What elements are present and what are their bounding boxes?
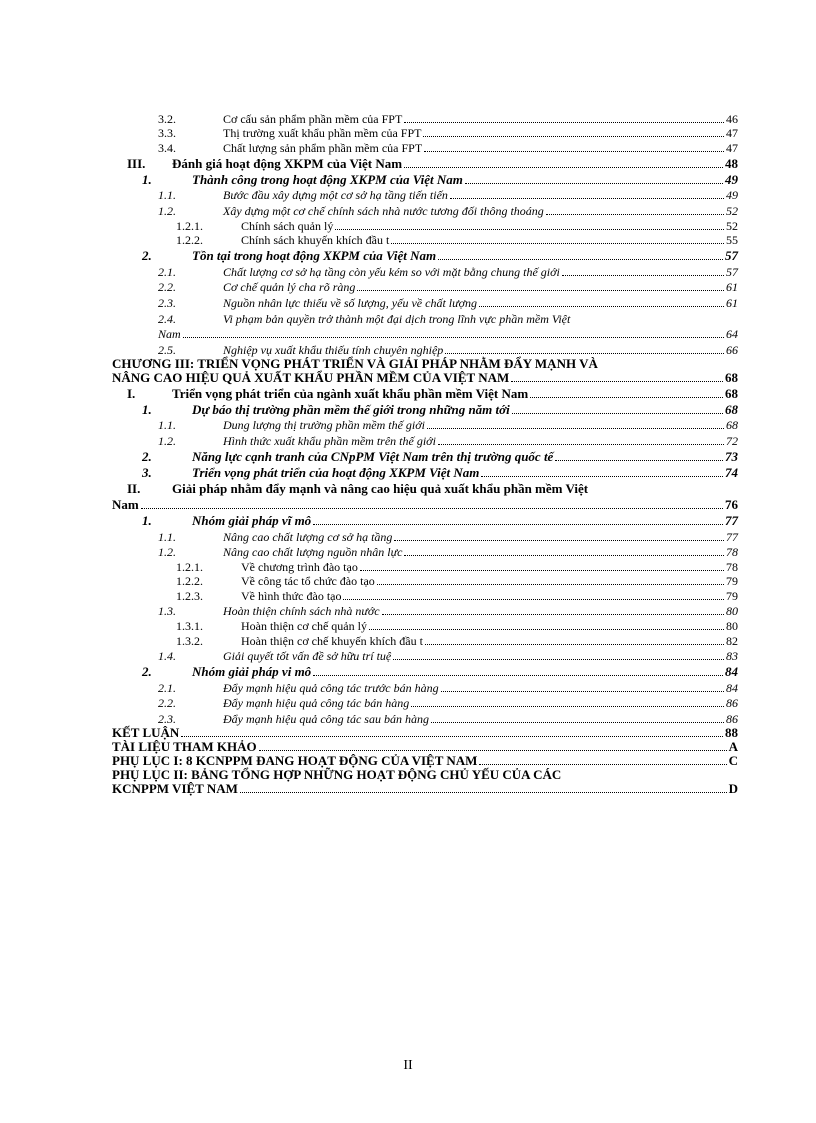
toc-entry-number: 1.1. (158, 188, 176, 203)
toc-entry-page: 52 (726, 203, 738, 218)
toc-entry-page: 66 (726, 342, 738, 357)
toc-entry-continuation[interactable] (112, 369, 738, 386)
toc-entry[interactable] (112, 529, 738, 545)
toc-leader-dots (427, 428, 724, 429)
toc-entry-page: 80 (726, 619, 738, 634)
toc-entry-number: 2.1. (158, 680, 176, 695)
toc-entry[interactable] (112, 248, 738, 264)
toc-entry[interactable] (112, 664, 738, 680)
toc-entry-number: 1.2.3. (176, 588, 203, 603)
toc-entry-title: Nâng cao chất lượng nguồn nhân lực (223, 545, 403, 560)
toc-entry-number: 1.2.1. (176, 218, 203, 233)
toc-entry[interactable] (112, 295, 738, 311)
toc-leader-dots (259, 750, 727, 751)
toc-entry[interactable] (112, 545, 738, 561)
toc-entry-title: KẾT LUẬN (112, 725, 180, 741)
toc-leader-dots (431, 722, 724, 723)
toc-leader-dots (424, 151, 724, 152)
toc-entry-number: 1.4. (158, 649, 176, 664)
toc-entry-page: 72 (726, 433, 738, 448)
toc-entry[interactable] (112, 680, 738, 696)
toc-entry-page: 47 (726, 140, 738, 155)
toc-entry-title: Chính sách khuyến khích đầu t (241, 233, 390, 248)
toc-leader-dots (546, 214, 724, 215)
toc-entry[interactable] (112, 112, 738, 127)
toc-entry-title: Đẩy mạnh hiệu quả công tác trước bán hàng (223, 680, 439, 695)
toc-leader-dots (438, 444, 724, 445)
toc-leader-dots (479, 306, 724, 307)
toc-entry-page: 48 (725, 155, 738, 171)
toc-leader-dots (425, 644, 724, 645)
toc-entry-page: 61 (726, 295, 738, 310)
toc-entry-title: Hoàn thiện chính sách nhà nước (223, 604, 380, 619)
toc-entry-number: 2.2. (158, 280, 176, 295)
toc-entry-number: 1. (142, 171, 152, 187)
toc-entry[interactable] (112, 634, 738, 649)
toc-entry-title: Về chương trình đào tạo (241, 559, 358, 574)
toc-leader-dots (512, 413, 723, 414)
toc-entry-page: 68 (725, 401, 738, 417)
toc-entry[interactable] (112, 234, 738, 249)
toc-entry-page: 55 (726, 233, 738, 248)
toc-entry-title-continued: KCNPPM VIỆT NAM (112, 781, 238, 797)
toc-leader-dots (404, 122, 724, 123)
toc-entry-title: Triển vọng phát triển của hoạt động XKPM Việt Nam (192, 464, 480, 480)
toc-entry-number: II. (127, 480, 141, 496)
toc-entry[interactable] (112, 575, 738, 590)
toc-leader-dots (335, 229, 724, 230)
toc-leader-dots (438, 259, 723, 260)
toc-entry[interactable] (112, 619, 738, 634)
toc-entry-title: Về hình thức đào tạo (241, 588, 342, 603)
toc-entry-number: 1. (142, 401, 152, 417)
toc-entry-page: 83 (726, 649, 738, 664)
toc-leader-dots (481, 476, 723, 477)
toc-leader-dots (404, 167, 723, 168)
toc-entry-number: 1. (142, 512, 152, 528)
toc-entry[interactable] (112, 156, 738, 172)
toc-entry-page: 84 (726, 680, 738, 695)
toc-leader-dots (377, 584, 724, 585)
toc-leader-dots (181, 736, 723, 737)
toc-entry[interactable] (112, 696, 738, 712)
toc-entry-page: D (728, 781, 738, 797)
toc-entry-page: 57 (726, 264, 738, 279)
toc-entry-number: III. (127, 155, 146, 171)
toc-leader-dots (450, 198, 724, 199)
toc-entry-page: 68 (725, 385, 738, 401)
toc-entry-page: 46 (726, 111, 738, 126)
toc-entry-title: Thành công trong hoạt động XKPM của Việt Nam (192, 171, 463, 187)
toc-entry[interactable] (112, 127, 738, 142)
toc-leader-dots (404, 555, 724, 556)
toc-leader-dots (411, 706, 724, 707)
toc-leader-dots (183, 337, 724, 338)
toc-entry-title-continued: Nam (158, 327, 181, 342)
toc-entry-page: 73 (725, 448, 738, 464)
toc-entry-title: TÀI LIỆU THAM KHẢO (112, 739, 257, 755)
toc-entry-number: 3.4. (158, 140, 176, 155)
toc-entry-title: Tồn tại trong hoạt động XKPM của Việt Nam (192, 248, 437, 264)
toc-leader-dots (393, 659, 724, 660)
toc-entry-page: 68 (725, 369, 738, 385)
toc-entry-number: 2.3. (158, 295, 176, 310)
toc-leader-dots (394, 540, 724, 541)
toc-entry-page: 49 (726, 188, 738, 203)
toc-entry-title: Giải quyết tốt vấn đề sở hữu trí tuệ (223, 649, 392, 664)
toc-leader-dots (441, 691, 724, 692)
toc-entry-number: 1.2.2. (176, 233, 203, 248)
toc-entry-page: 78 (726, 545, 738, 560)
toc-entry-number: 3.2. (158, 111, 176, 126)
toc-leader-dots (391, 243, 724, 244)
toc-entry-number: 1.3.2. (176, 633, 203, 648)
toc-leader-dots (382, 614, 724, 615)
toc-leader-dots (343, 599, 724, 600)
toc-entry-number: 2. (142, 664, 152, 680)
toc-entry-title: CHƯƠNG III: TRIỂN VỌNG PHÁT TRIỂN VÀ GIẢI PHÁP NHẰM ĐẨY MẠNH VÀ (112, 355, 598, 371)
toc-entry-title: Triển vọng phát triển của ngành xuất khẩu phần mềm Việt Nam (172, 385, 529, 401)
toc-entry-continuation[interactable] (112, 497, 738, 513)
toc-entry-number: 1.1. (158, 418, 176, 433)
toc-entry[interactable] (112, 386, 738, 402)
toc-entry-number: 2. (142, 248, 152, 264)
toc-entry[interactable] (112, 188, 738, 204)
toc-entry-title: Nhóm giải pháp vi mô (192, 664, 312, 680)
toc-entry-title: Giải pháp nhằm đẩy mạnh và nâng cao hiệu quả xuất khẩu phần mềm Việt (172, 480, 589, 496)
toc-entry-title: Năng lực cạnh tranh của CNpPM Việt Nam trên thị trường quốc tế (192, 448, 554, 464)
toc-leader-dots (479, 764, 726, 765)
toc-entry[interactable] (112, 589, 738, 604)
toc-entry-page: 86 (726, 696, 738, 711)
toc-entry[interactable] (112, 465, 738, 481)
toc-leader-dots (141, 508, 723, 509)
toc-leader-dots (465, 183, 723, 184)
toc-leader-dots (423, 136, 724, 137)
toc-entry-title: Dự báo thị trường phần mềm thế giới trong những năm tới (192, 401, 510, 417)
toc-leader-dots (530, 397, 723, 398)
toc-entry[interactable] (112, 711, 738, 727)
toc-entry-number: 2.1. (158, 264, 176, 279)
toc-entry-title: Xây dựng một cơ chế chính sách nhà nước tương đối thông thoáng (223, 203, 544, 218)
toc-entry[interactable] (112, 172, 738, 188)
toc-entry-page: 77 (725, 512, 738, 528)
toc-entry-title: Hoàn thiện cơ chế khuyến khích đầu t (241, 633, 423, 648)
toc-entry-number: 2. (142, 448, 152, 464)
toc-entry-title: PHỤ LỤC II: BẢNG TỔNG HỢP NHỮNG HOẠT ĐỘNG CHỦ YẾU CỦA CÁC (112, 767, 562, 783)
toc-entry-number: 1.2. (158, 433, 176, 448)
toc-entry-page: 86 (726, 712, 738, 727)
toc-entry-page: 88 (725, 725, 738, 741)
toc-entry-title: PHỤ LỤC I: 8 KCNPPM ĐANG HOẠT ĐỘNG CỦA VIỆT NAM (112, 753, 478, 769)
toc-entry-title: Chất lượng sản phẩm phần mềm của FPT (223, 140, 423, 155)
toc-entry[interactable] (112, 264, 738, 280)
toc-entry-title: Đẩy mạnh hiệu quả công tác sau bán hàng (223, 712, 429, 727)
toc-entry-title-continued: NÂNG CAO HIỆU QUẢ XUẤT KHẨU PHẦN MỀM CỦA VIỆT NAM (112, 369, 510, 385)
toc-entry-page: 84 (725, 664, 738, 680)
toc-entry-number: 2.4. (158, 311, 176, 326)
toc-entry[interactable] (112, 219, 738, 234)
toc-entry-title: Thị trường xuất khẩu phần mềm của FPT (223, 126, 422, 141)
toc-entry[interactable] (112, 280, 738, 296)
toc-entry-number: 1.3.1. (176, 619, 203, 634)
toc-leader-dots (555, 460, 723, 461)
toc-entry-title: Cơ cấu sản phẩm phần mềm của FPT (223, 111, 403, 126)
toc-leader-dots (313, 675, 723, 676)
toc-leader-dots (511, 381, 723, 382)
toc-entry-page: 82 (726, 633, 738, 648)
toc-entry-title-continued: Nam (112, 496, 139, 512)
toc-entry-number: 1.2. (158, 545, 176, 560)
toc-leader-dots (562, 275, 724, 276)
toc-entry-title: Đẩy mạnh hiệu quả công tác bán hàng (223, 696, 410, 711)
toc-leader-dots (360, 570, 724, 571)
toc-entry-title: Chất lượng cơ sở hạ tầng còn yếu kém so với mặt bằng chung thế giới (223, 264, 560, 279)
toc-entry[interactable] (112, 311, 738, 327)
toc-entry[interactable] (112, 402, 738, 418)
toc-entry-page: 57 (725, 248, 738, 264)
toc-entry-title: Nâng cao chất lượng cơ sở hạ tầng (223, 529, 393, 544)
toc-entry-page: 77 (726, 529, 738, 544)
toc-entry-number: 1.3. (158, 604, 176, 619)
toc-entry-page: 49 (725, 171, 738, 187)
toc-entry-number: 1.1. (158, 529, 176, 544)
toc-entry-number: 1.2. (158, 203, 176, 218)
toc-leader-dots (445, 353, 724, 354)
toc-entry-page: 47 (726, 126, 738, 141)
toc-leader-dots (357, 290, 724, 291)
toc-entry-page: 79 (726, 588, 738, 603)
toc-entry[interactable] (112, 433, 738, 449)
toc-entry-title: Hình thức xuất khẩu phần mềm trên thế giới (223, 433, 436, 448)
toc-entry[interactable] (112, 560, 738, 575)
toc-entry-title: Về công tác tổ chức đào tạo (241, 574, 375, 589)
page-number: II (403, 1058, 413, 1073)
toc-entry[interactable] (112, 513, 738, 529)
toc-entry[interactable] (112, 649, 738, 665)
toc-entry-number: 2.2. (158, 696, 176, 711)
toc-entry[interactable] (112, 481, 738, 497)
toc-entry-title: Nhóm giải pháp vĩ mô (192, 512, 312, 528)
toc-entry-number: I. (127, 385, 136, 401)
toc-entry-number: 2.5. (158, 342, 176, 357)
toc-entry[interactable] (112, 141, 738, 156)
toc-entry-page: C (728, 753, 738, 769)
toc-entry[interactable] (112, 418, 738, 434)
toc-entry-page: A (728, 739, 738, 755)
toc-entry-title: Vi phạm bản quyền trở thành một đại dịch trong lĩnh vực phần mềm Việt (223, 311, 571, 326)
toc-entry[interactable] (112, 203, 738, 219)
toc-leader-dots (240, 792, 727, 793)
toc-entry[interactable] (112, 604, 738, 620)
toc-entry-page: 80 (726, 604, 738, 619)
table-of-contents (112, 112, 738, 797)
toc-entry[interactable] (112, 449, 738, 465)
toc-entry-page: 74 (725, 464, 738, 480)
toc-entry-title: Cơ chế quản lý cha rõ ràng (223, 280, 356, 295)
toc-entry-page: 64 (726, 327, 738, 342)
toc-entry-title: Dung lượng thị trường phần mềm thế giới (223, 418, 425, 433)
toc-entry-number: 3. (142, 464, 152, 480)
toc-leader-dots (313, 524, 723, 525)
toc-entry-number: 1.2.2. (176, 574, 203, 589)
toc-entry-title: Bước đầu xây dựng một cơ sở hạ tầng tiến tiến (223, 188, 448, 203)
toc-entry-number: 3.3. (158, 126, 176, 141)
toc-entry-page: 79 (726, 574, 738, 589)
toc-entry-page: 78 (726, 559, 738, 574)
toc-leader-dots (369, 629, 724, 630)
toc-entry-number: 1.2.1. (176, 559, 203, 574)
toc-entry-page: 52 (726, 218, 738, 233)
toc-entry-title: Hoàn thiện cơ chế quản lý (241, 619, 367, 634)
toc-entry-page: 68 (726, 418, 738, 433)
toc-entry-title: Đánh giá hoạt động XKPM của Việt Nam (172, 155, 403, 171)
toc-entry-page: 61 (726, 280, 738, 295)
toc-entry-title: Nguồn nhân lực thiếu về số lượng, yếu về chất lượng (223, 295, 478, 310)
toc-entry-continuation[interactable] (112, 783, 738, 797)
toc-entry-title: Nghiệp vụ xuất khẩu thiếu tính chuyên nghiệp (223, 342, 444, 357)
toc-entry-number: 2.3. (158, 712, 176, 727)
toc-entry-title: Chính sách quản lý (241, 218, 334, 233)
toc-entry-continuation[interactable] (112, 327, 738, 343)
toc-entry-page: 76 (725, 496, 738, 512)
